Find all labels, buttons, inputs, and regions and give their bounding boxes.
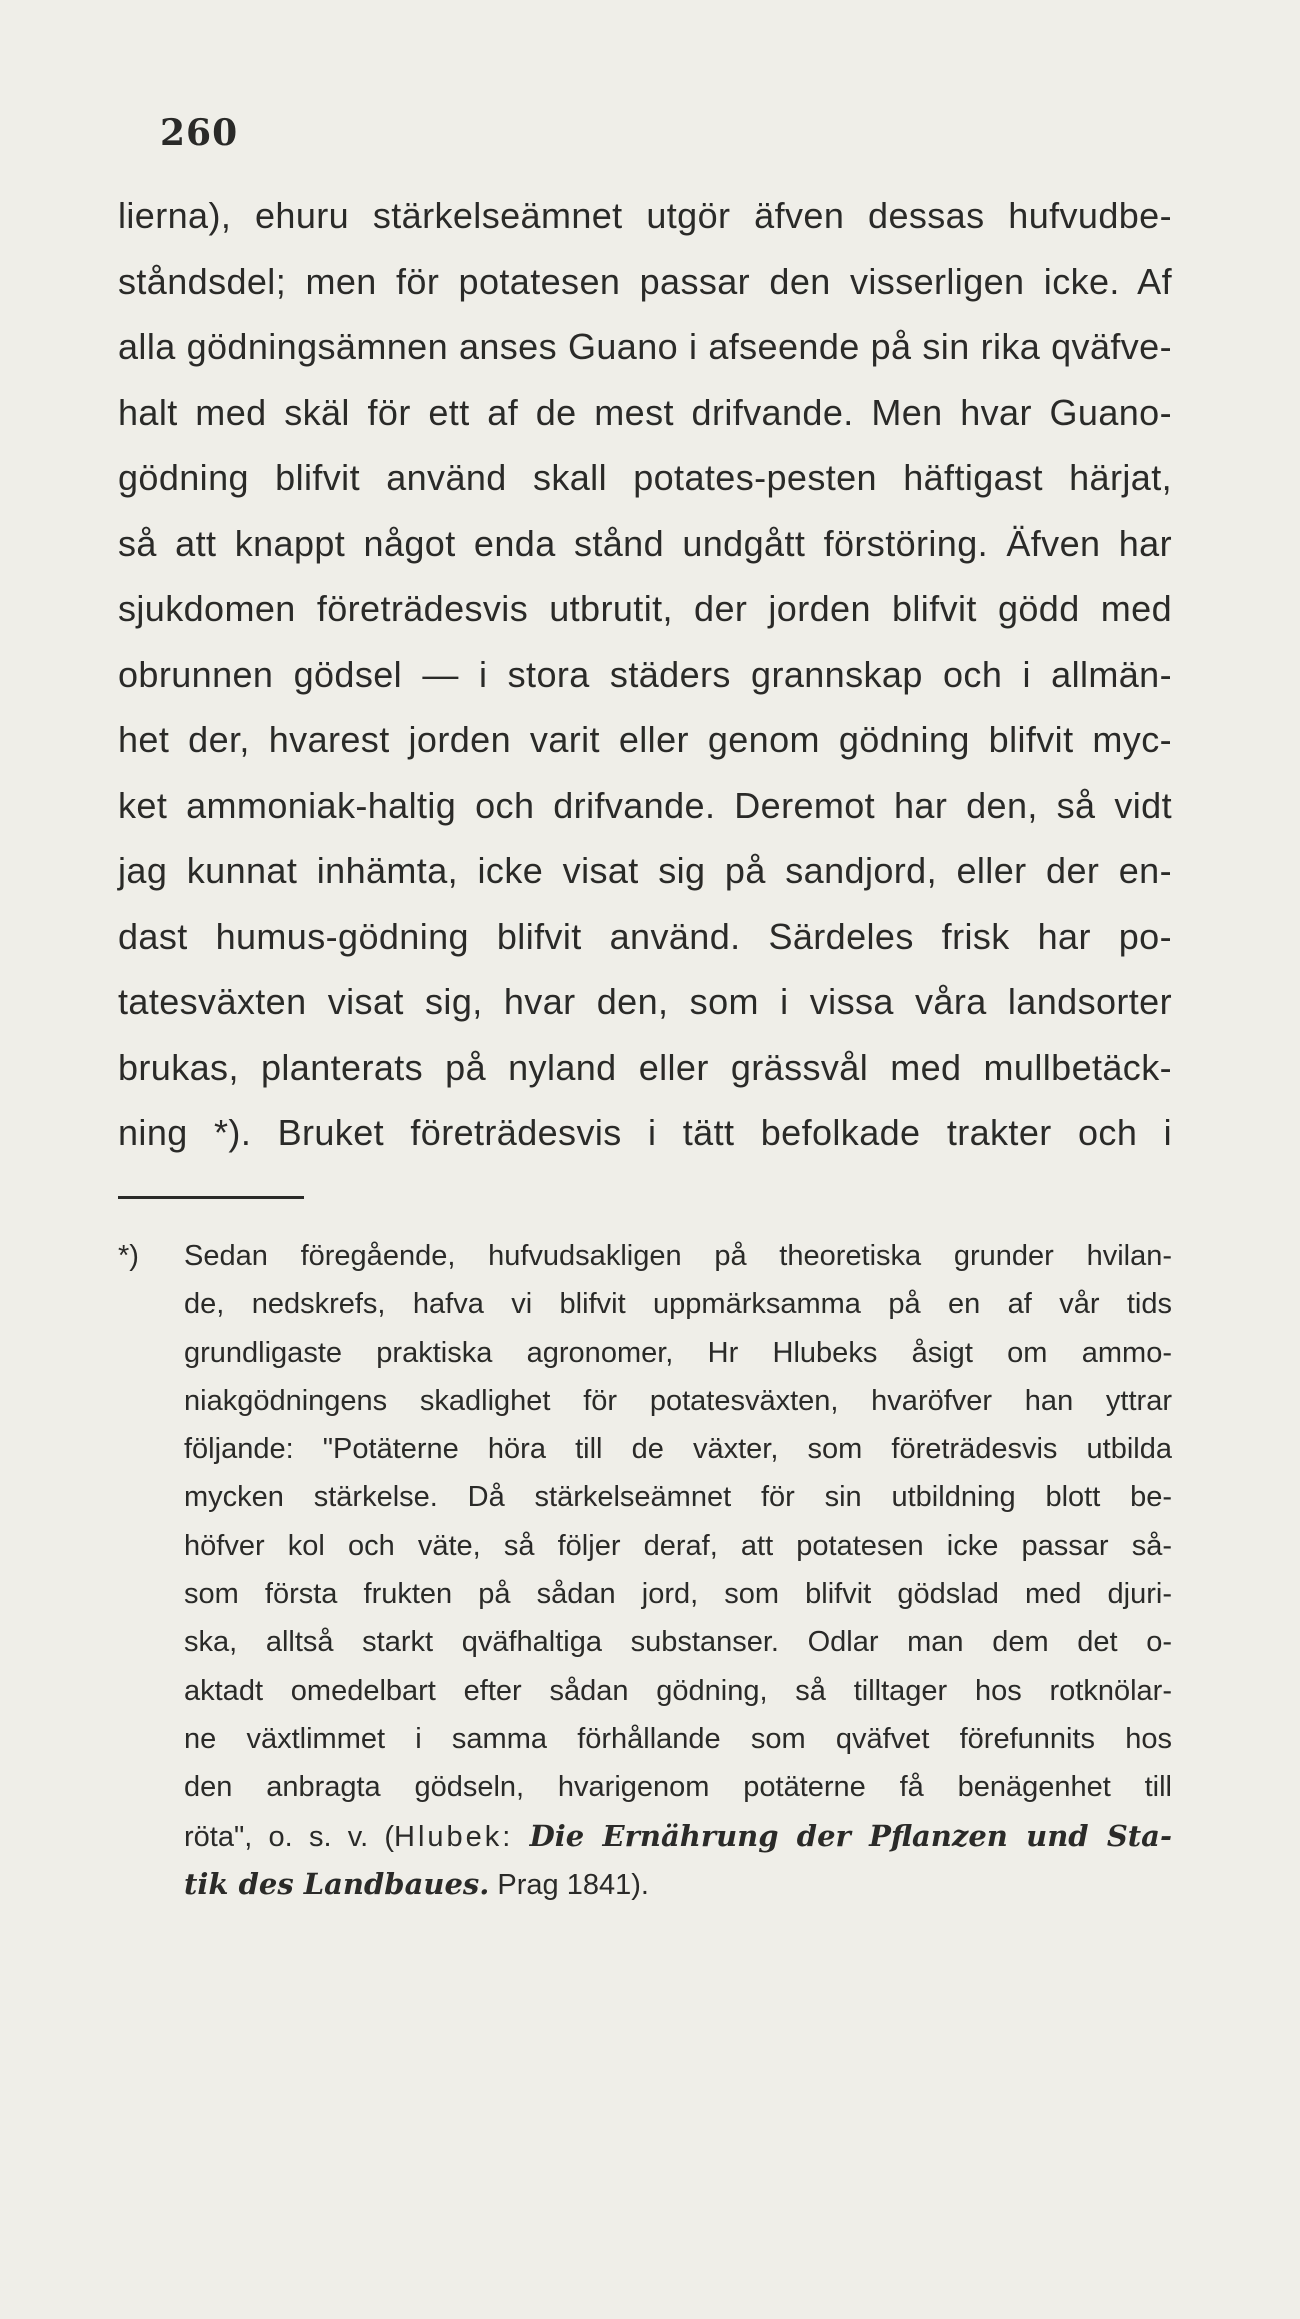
text-line: obrunnen gödsel — i stora städers grannskap och i allmän- [118,653,1172,695]
text-line: tatesväxten visat sig, hvar den, som i vissa våra landsorter [118,981,1172,1022]
text-line: lierna), ehuru stärkelseämnet utgör äfven dessas hufvudbe- [118,195,1172,236]
footnote-line [118,1232,1172,1280]
text-line: dast humus-gödning blifvit använd. Särdeles frisk har po- [118,915,1172,957]
footnote-book-title: tik des Landbaues. [184,1866,490,1901]
page-number: 260 [160,112,239,154]
footnote-text: röta", o. s. v. ( [184,1820,395,1853]
text-line: het der, hvarest jorden varit eller genom gödning blifvit myc- [118,719,1172,760]
footnote-book-title: Die Ernährung der Pflanzen und Sta- [529,1818,1172,1853]
footnote-line: mycken stärkelse. Då stärkelseämnet för sin utbildning blott be- [184,1481,1172,1514]
text-line: ståndsdel; men för potatesen passar den visserligen icke. Af [118,260,1172,302]
text-line: så att knappt något enda stånd undgått förstöring. Äfven har [118,522,1172,564]
footnote-line: den anbragta gödseln, hvarigenom potäterne få benägenhet till [184,1771,1172,1804]
footnote-line: höfver kol och väte, så följer deraf, att potatesen icke passar så- [184,1529,1172,1562]
footnote-marker: *) [118,1240,139,1272]
text-line: ning *). Bruket företrädesvis i tätt befolkade trakter och i [118,1112,1172,1153]
footnote [118,1232,1172,1908]
text-line: brukas, planterats på nyland eller grässvål med mullbetäck- [118,1046,1172,1088]
text-line: ket ammoniak-haltig och drifvande. Deremot har den, så vidt [118,784,1172,826]
main-text [118,183,1172,1166]
footnote-line: följande: "Potäterne höra till de växter, som företrädesvis utbilda [184,1433,1172,1466]
footnote-line: som första frukten på sådan jord, som blifvit gödslad med djuri- [184,1578,1172,1611]
text-line: sjukdomen företrädesvis utbrutit, der jorden blifvit gödd med [118,588,1172,629]
footnote-line: niakgödningens skadlighet för potatesväxten, hvaröfver han yttrar [184,1384,1172,1417]
footnote-line: aktadt omedelbart efter sådan gödning, så tilltager hos rotknölar- [184,1674,1172,1707]
footnote-line: ne växtlimmet i samma förhållande som qväfvet förefunnits hos [184,1722,1172,1755]
footnote-author: Hlubek: [394,1820,514,1853]
text-line: halt med skäl för ett af de mest drifvande. Men hvar Guano- [118,391,1172,433]
footnote-line: grundligaste praktiska agronomer, Hr Hlubeks åsigt om ammo- [184,1336,1172,1369]
footnote-divider [118,1196,304,1199]
footnote-line-text: Sedan föregående, hufvudsakligen på theoretiska grunder hvilan- [184,1240,1172,1272]
footnote-line: de, nedskrefs, hafva vi blifvit uppmärksamma på en af vår tids [184,1288,1172,1321]
footnote-text: Prag 1841). [497,1868,649,1901]
footnote-line: ska, alltså starkt qväfhaltiga substanser. Odlar man dem det o- [184,1626,1172,1659]
text-line: gödning blifvit använd skall potates-pesten häftigast härjat, [118,457,1172,498]
footnote-line [118,1860,1172,1908]
footnote-line [118,1812,1172,1860]
text-line: alla gödningsämnen anses Guano i afseende på sin rika qväfve- [118,326,1172,367]
text-line: jag kunnat inhämta, icke visat sig på sandjord, eller der en- [118,850,1172,891]
